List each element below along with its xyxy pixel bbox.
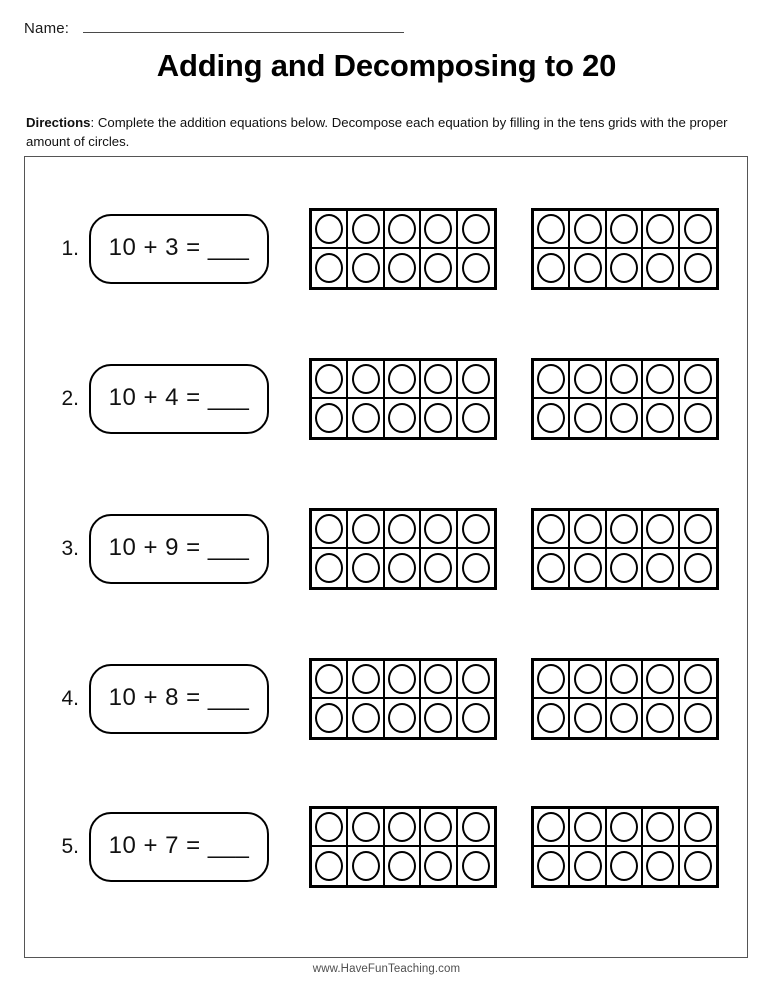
ten-frame-cell[interactable]	[534, 809, 570, 847]
ten-frame-cell[interactable]	[421, 399, 457, 437]
counter-circle-icon[interactable]	[646, 364, 674, 394]
ten-frame-cell[interactable]	[312, 511, 348, 549]
ten-frame-cell[interactable]	[458, 699, 494, 737]
counter-circle-icon[interactable]	[424, 703, 452, 733]
ten-frame-cell[interactable]	[534, 549, 570, 587]
counter-circle-icon[interactable]	[610, 214, 638, 244]
equation-box[interactable]	[89, 214, 269, 284]
counter-circle-icon[interactable]	[610, 703, 638, 733]
ten-frame-cell[interactable]	[348, 549, 384, 587]
counter-circle-icon[interactable]	[610, 812, 638, 842]
equation-text: 10 + 7 = ___	[108, 832, 250, 859]
counter-circle-icon[interactable]	[315, 214, 343, 244]
ten-frame-cell[interactable]	[458, 211, 494, 249]
counter-circle-icon[interactable]	[424, 553, 452, 583]
directions	[26, 114, 742, 151]
ten-frame-grid[interactable]	[309, 208, 497, 290]
counter-circle-icon[interactable]	[537, 664, 565, 694]
counter-circle-icon[interactable]	[537, 364, 565, 394]
counter-circle-icon[interactable]	[462, 403, 490, 433]
counter-circle-icon[interactable]	[352, 664, 380, 694]
ten-frame-cell[interactable]	[570, 211, 606, 249]
ten-frame-cell[interactable]	[607, 511, 643, 549]
counter-circle-icon[interactable]	[574, 514, 602, 544]
counter-circle-icon[interactable]	[315, 851, 343, 881]
counter-circle-icon[interactable]	[388, 403, 416, 433]
ten-frame-cell[interactable]	[607, 361, 643, 399]
equation-box[interactable]	[89, 664, 269, 734]
counter-circle-icon[interactable]	[388, 514, 416, 544]
ten-frame-cell[interactable]	[534, 699, 570, 737]
ten-frame-cell[interactable]	[570, 511, 606, 549]
ten-frame-cell[interactable]	[421, 211, 457, 249]
ten-frame-cell[interactable]	[421, 511, 457, 549]
ten-frame-cell[interactable]	[570, 847, 606, 885]
ten-frame-cell[interactable]	[607, 661, 643, 699]
ten-frame-grid[interactable]	[531, 508, 719, 590]
name-write-in-line[interactable]	[83, 18, 404, 33]
counter-circle-icon[interactable]	[352, 812, 380, 842]
problem-row	[25, 797, 749, 897]
ten-frame-cell[interactable]	[458, 361, 494, 399]
directions-separator: :	[90, 115, 95, 130]
ten-frame-cell[interactable]	[534, 361, 570, 399]
ten-frame-cell[interactable]	[421, 847, 457, 885]
ten-frame-grid[interactable]	[309, 658, 497, 740]
counter-circle-icon[interactable]	[388, 812, 416, 842]
ten-frame-cell[interactable]	[607, 549, 643, 587]
counter-circle-icon[interactable]	[315, 703, 343, 733]
problem-number: 2.	[61, 387, 79, 410]
problem-number: 3.	[61, 537, 79, 560]
counter-circle-icon[interactable]	[610, 664, 638, 694]
counter-circle-icon[interactable]	[537, 214, 565, 244]
ten-frame-cell[interactable]	[421, 661, 457, 699]
ten-frame-cell[interactable]	[348, 399, 384, 437]
ten-frame-cell[interactable]	[312, 847, 348, 885]
ten-frame-cell[interactable]	[312, 549, 348, 587]
counter-circle-icon[interactable]	[610, 403, 638, 433]
counter-circle-icon[interactable]	[684, 553, 712, 583]
counter-circle-icon[interactable]	[315, 403, 343, 433]
ten-frame-cell[interactable]	[570, 361, 606, 399]
counter-circle-icon[interactable]	[574, 851, 602, 881]
counter-circle-icon[interactable]	[574, 664, 602, 694]
counter-circle-icon[interactable]	[352, 403, 380, 433]
counter-circle-icon[interactable]	[646, 403, 674, 433]
counter-circle-icon[interactable]	[462, 664, 490, 694]
ten-frame-cell[interactable]	[348, 809, 384, 847]
counter-circle-icon[interactable]	[424, 851, 452, 881]
counter-circle-icon[interactable]	[646, 812, 674, 842]
ten-frame-cell[interactable]	[680, 361, 716, 399]
counter-circle-icon[interactable]	[646, 553, 674, 583]
ten-frame-cell[interactable]	[458, 511, 494, 549]
ten-frame-cell[interactable]	[680, 399, 716, 437]
page-title: Adding and Decomposing to 20	[156, 48, 617, 83]
ten-frame-cell[interactable]	[680, 211, 716, 249]
counter-circle-icon[interactable]	[462, 253, 490, 283]
ten-frame-cell[interactable]	[385, 661, 421, 699]
ten-frame-cell[interactable]	[385, 809, 421, 847]
ten-frame-cell[interactable]	[348, 661, 384, 699]
counter-circle-icon[interactable]	[315, 514, 343, 544]
ten-frame-cell[interactable]	[421, 361, 457, 399]
counter-circle-icon[interactable]	[424, 514, 452, 544]
counter-circle-icon[interactable]	[352, 364, 380, 394]
counter-circle-icon[interactable]	[684, 403, 712, 433]
problem-row	[25, 349, 749, 449]
equation-text: 10 + 8 = ___	[108, 684, 250, 711]
counter-circle-icon[interactable]	[684, 851, 712, 881]
counter-circle-icon[interactable]	[684, 253, 712, 283]
ten-frame-cell[interactable]	[680, 249, 716, 287]
counter-circle-icon[interactable]	[388, 553, 416, 583]
ten-frame-cell[interactable]	[348, 211, 384, 249]
counter-circle-icon[interactable]	[537, 851, 565, 881]
counter-circle-icon[interactable]	[684, 664, 712, 694]
counter-circle-icon[interactable]	[646, 851, 674, 881]
ten-frame-cell[interactable]	[643, 809, 679, 847]
counter-circle-icon[interactable]	[574, 553, 602, 583]
ten-frame-cell[interactable]	[680, 809, 716, 847]
equation-text: 10 + 3 = ___	[108, 234, 250, 261]
counter-circle-icon[interactable]	[352, 553, 380, 583]
ten-frame-cell[interactable]	[680, 847, 716, 885]
counter-circle-icon[interactable]	[388, 851, 416, 881]
ten-frame-cell[interactable]	[534, 511, 570, 549]
ten-frame-cell[interactable]	[643, 511, 679, 549]
counter-circle-icon[interactable]	[684, 214, 712, 244]
counter-circle-icon[interactable]	[424, 214, 452, 244]
ten-frame-cell[interactable]	[348, 511, 384, 549]
name-field-row	[24, 18, 404, 37]
counter-circle-icon[interactable]	[537, 553, 565, 583]
ten-frame-cell[interactable]	[385, 249, 421, 287]
directions-label: Directions	[26, 115, 91, 130]
counter-circle-icon[interactable]	[352, 851, 380, 881]
counter-circle-icon[interactable]	[684, 364, 712, 394]
problem-row	[25, 649, 749, 749]
equation-text: 10 + 9 = ___	[108, 534, 250, 561]
ten-frame-grid[interactable]	[531, 358, 719, 440]
counter-circle-icon[interactable]	[352, 514, 380, 544]
counter-circle-icon[interactable]	[610, 364, 638, 394]
ten-frame-cell[interactable]	[534, 847, 570, 885]
counter-circle-icon[interactable]	[537, 812, 565, 842]
ten-frame-cell[interactable]	[534, 211, 570, 249]
ten-frame-grid[interactable]	[309, 508, 497, 590]
ten-frame-cell[interactable]	[607, 211, 643, 249]
ten-frame-cell[interactable]	[312, 399, 348, 437]
ten-frame-cell[interactable]	[385, 847, 421, 885]
ten-frame-cell[interactable]	[458, 249, 494, 287]
ten-frame-cell[interactable]	[312, 661, 348, 699]
equation-box[interactable]	[89, 812, 269, 882]
counter-circle-icon[interactable]	[352, 703, 380, 733]
ten-frame-cell[interactable]	[385, 511, 421, 549]
ten-frame-cell[interactable]	[385, 699, 421, 737]
equation-box[interactable]	[89, 364, 269, 434]
ten-frame-cell[interactable]	[312, 211, 348, 249]
equation-text: 10 + 4 = ___	[108, 384, 250, 411]
ten-frame-cell[interactable]	[348, 847, 384, 885]
counter-circle-icon[interactable]	[424, 664, 452, 694]
ten-frame-cell[interactable]	[607, 249, 643, 287]
counter-circle-icon[interactable]	[424, 812, 452, 842]
ten-frame-cell[interactable]	[643, 399, 679, 437]
footer-url: www.HaveFunTeaching.com	[312, 963, 461, 975]
counter-circle-icon[interactable]	[574, 364, 602, 394]
counter-circle-icon[interactable]	[610, 514, 638, 544]
ten-frame-cell[interactable]	[643, 847, 679, 885]
ten-frame-cell[interactable]	[421, 699, 457, 737]
counter-circle-icon[interactable]	[684, 703, 712, 733]
counter-circle-icon[interactable]	[315, 553, 343, 583]
ten-frame-cell[interactable]	[680, 549, 716, 587]
ten-frame-cell[interactable]	[643, 211, 679, 249]
counter-circle-icon[interactable]	[388, 214, 416, 244]
problem-number: 4.	[61, 687, 79, 710]
ten-frame-cell[interactable]	[385, 549, 421, 587]
counter-circle-icon[interactable]	[388, 703, 416, 733]
counter-circle-icon[interactable]	[462, 364, 490, 394]
ten-frame-cell[interactable]	[643, 661, 679, 699]
problem-number: 1.	[61, 237, 79, 260]
ten-frame-cell[interactable]	[534, 661, 570, 699]
ten-frame-cell[interactable]	[570, 809, 606, 847]
counter-circle-icon[interactable]	[462, 851, 490, 881]
ten-frame-cell[interactable]	[643, 249, 679, 287]
ten-frame-cell[interactable]	[312, 249, 348, 287]
ten-frame-cell[interactable]	[607, 847, 643, 885]
counter-circle-icon[interactable]	[537, 403, 565, 433]
ten-frame-cell[interactable]	[348, 361, 384, 399]
counter-circle-icon[interactable]	[646, 214, 674, 244]
counter-circle-icon[interactable]	[424, 364, 452, 394]
counter-circle-icon[interactable]	[388, 364, 416, 394]
counter-circle-icon[interactable]	[462, 553, 490, 583]
equation-box[interactable]	[89, 514, 269, 584]
counter-circle-icon[interactable]	[610, 553, 638, 583]
ten-frame-grid[interactable]	[309, 806, 497, 888]
ten-frame-cell[interactable]	[385, 399, 421, 437]
counter-circle-icon[interactable]	[574, 703, 602, 733]
counter-circle-icon[interactable]	[574, 214, 602, 244]
counter-circle-icon[interactable]	[352, 214, 380, 244]
counter-circle-icon[interactable]	[462, 514, 490, 544]
ten-frame-cell[interactable]	[534, 249, 570, 287]
counter-circle-icon[interactable]	[574, 253, 602, 283]
counter-circle-icon[interactable]	[424, 253, 452, 283]
counter-circle-icon[interactable]	[610, 253, 638, 283]
ten-frame-cell[interactable]	[348, 249, 384, 287]
ten-frame-cell[interactable]	[312, 699, 348, 737]
counter-circle-icon[interactable]	[424, 403, 452, 433]
ten-frame-cell[interactable]	[570, 661, 606, 699]
counter-circle-icon[interactable]	[537, 514, 565, 544]
counter-circle-icon[interactable]	[315, 664, 343, 694]
directions-text: Complete the addition equations below. Decompose each equation by filling in the tens grids with the proper amount of circles.	[26, 115, 728, 149]
ten-frame-cell[interactable]	[312, 361, 348, 399]
ten-frame-grid[interactable]	[531, 806, 719, 888]
ten-frame-cell[interactable]	[348, 699, 384, 737]
counter-circle-icon[interactable]	[574, 812, 602, 842]
ten-frame-cell[interactable]	[458, 549, 494, 587]
counter-circle-icon[interactable]	[315, 253, 343, 283]
counter-circle-icon[interactable]	[646, 703, 674, 733]
counter-circle-icon[interactable]	[462, 214, 490, 244]
counter-circle-icon[interactable]	[352, 253, 380, 283]
ten-frame-cell[interactable]	[643, 361, 679, 399]
ten-frame-cell[interactable]	[607, 399, 643, 437]
counter-circle-icon[interactable]	[646, 253, 674, 283]
ten-frame-cell[interactable]	[312, 809, 348, 847]
ten-frame-cell[interactable]	[421, 809, 457, 847]
counter-circle-icon[interactable]	[388, 253, 416, 283]
ten-frame-cell[interactable]	[680, 511, 716, 549]
ten-frame-cell[interactable]	[421, 549, 457, 587]
ten-frame-cell[interactable]	[385, 361, 421, 399]
ten-frame-cell[interactable]	[607, 809, 643, 847]
ten-frame-grid[interactable]	[531, 658, 719, 740]
counter-circle-icon[interactable]	[537, 253, 565, 283]
ten-frame-cell[interactable]	[570, 549, 606, 587]
ten-frame-cell[interactable]	[385, 211, 421, 249]
worksheet-border-box	[24, 156, 748, 958]
ten-frame-cell[interactable]	[458, 809, 494, 847]
ten-frame-cell[interactable]	[458, 847, 494, 885]
counter-circle-icon[interactable]	[610, 851, 638, 881]
counter-circle-icon[interactable]	[646, 664, 674, 694]
ten-frame-cell[interactable]	[421, 249, 457, 287]
counter-circle-icon[interactable]	[388, 664, 416, 694]
counter-circle-icon[interactable]	[537, 703, 565, 733]
counter-circle-icon[interactable]	[462, 703, 490, 733]
ten-frame-cell[interactable]	[607, 699, 643, 737]
counter-circle-icon[interactable]	[315, 812, 343, 842]
counter-circle-icon[interactable]	[315, 364, 343, 394]
ten-frame-cell[interactable]	[570, 699, 606, 737]
problem-row	[25, 199, 749, 299]
ten-frame-cell[interactable]	[643, 549, 679, 587]
ten-frame-grid[interactable]	[309, 358, 497, 440]
counter-circle-icon[interactable]	[684, 812, 712, 842]
name-label: Name:	[24, 20, 70, 37]
problem-row	[25, 499, 749, 599]
ten-frame-cell[interactable]	[570, 399, 606, 437]
ten-frame-cell[interactable]	[570, 249, 606, 287]
problem-number: 5.	[61, 835, 79, 858]
ten-frame-cell[interactable]	[680, 661, 716, 699]
counter-circle-icon[interactable]	[574, 403, 602, 433]
ten-frame-cell[interactable]	[458, 399, 494, 437]
counter-circle-icon[interactable]	[462, 812, 490, 842]
counter-circle-icon[interactable]	[646, 514, 674, 544]
ten-frame-cell[interactable]	[534, 399, 570, 437]
counter-circle-icon[interactable]	[684, 514, 712, 544]
ten-frame-cell[interactable]	[680, 699, 716, 737]
ten-frame-cell[interactable]	[458, 661, 494, 699]
ten-frame-cell[interactable]	[643, 699, 679, 737]
ten-frame-grid[interactable]	[531, 208, 719, 290]
